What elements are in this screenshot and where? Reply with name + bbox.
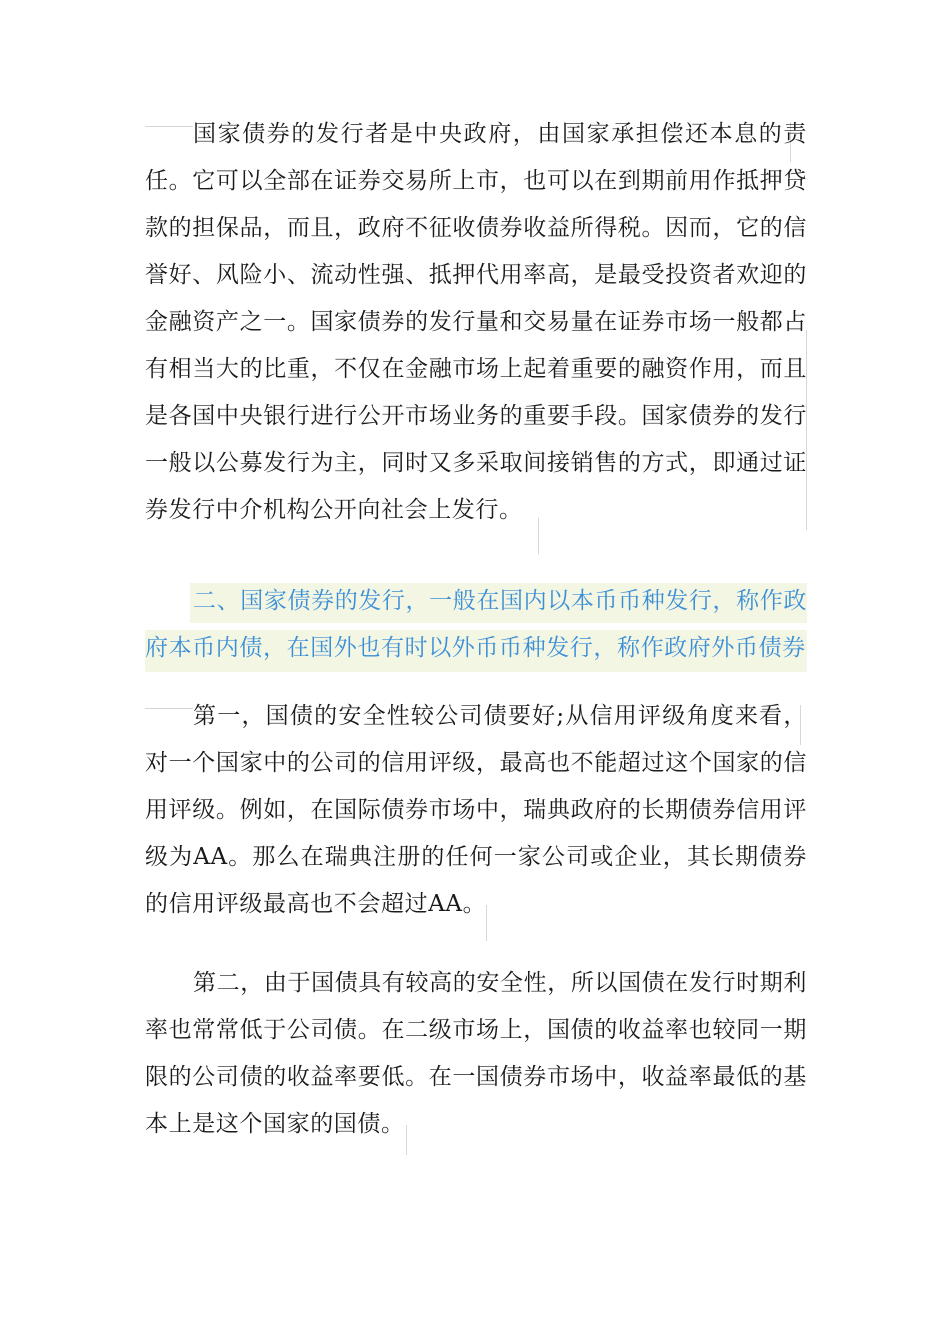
section-heading: 二、国家债券的发行，一般在国内以本币币种发行，称作政府本币内债，在国外也有时以外币币种发行，称作政府外币债券 [145,588,807,661]
paragraph-second-point: 第二，由于国债具有较高的安全性，所以国债在发行时期利率也常常低于公司债。在二级市场上，国债的收益率也较同一期限的公司债的收益率要低。在一国债券市场中，收益率最低的基本上是这个国家的国债。 [145,970,807,1137]
paragraph-intro: 国家债券的发行者是中央政府，由国家承担偿还本息的责任。它可以全部在证券交易所上市，也可以在到期前用作抵押贷款的担保品，而且，政府不征收债券收益所得税。因而，它的信誉好、风险小、流动性强、抵押代用率高，是最受投资者欢迎的金融资产之一。国家债券的发行量和交易量在证券市场一般都占有相当大的比重，不仅在金融市场上起着重要的融资作用，而且是各国中央银行进行公开市场业务的重要手段。国家债券的发行一般以公募发行为主，同时又多采取间接销售的方式，即通过证券发行中介机构公开向社会上发行。 [145,121,807,523]
paragraph-first-point: 第一，国债的安全性较公司债要好;从信用评级角度来看，对一个国家中的公司的信用评级，最高也不能超过这个国家的信用评级。例如，在国际债券市场中，瑞典政府的长期债券信用评级为AA。那么在瑞典注册的任何一家公司或企业，其长期债券的信用评级最高也不会超过AA。 [145,703,807,917]
